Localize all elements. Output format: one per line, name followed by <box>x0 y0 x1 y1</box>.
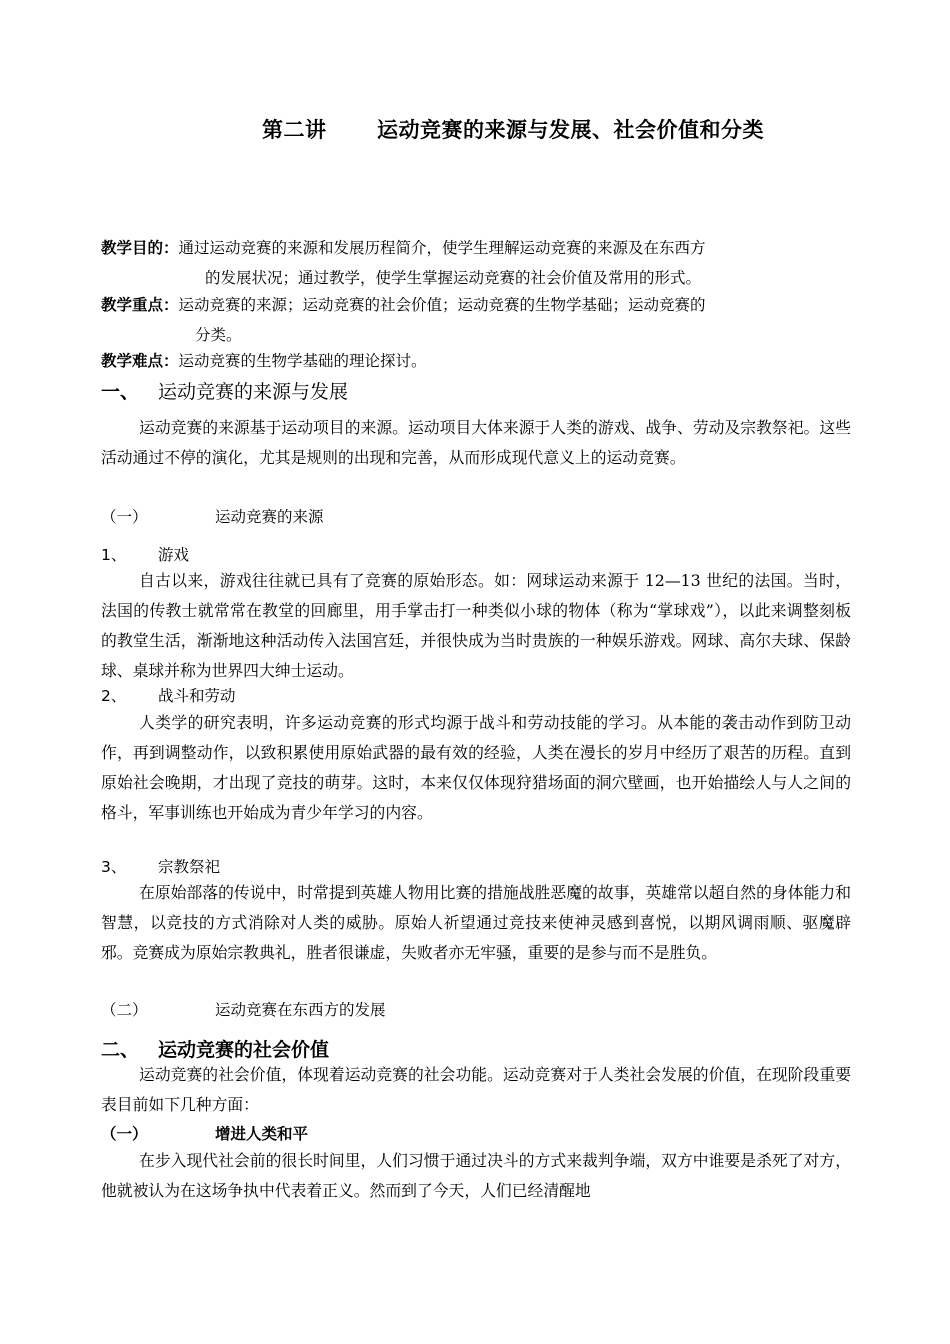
section-1-intro: 运动竞赛的来源基于运动项目的来源。运动项目大体来源于人类的游戏、战争、劳动及宗教祭祀。这些活动通过不停的演化，尤其是规则的出现和完善，从而形成现代意义上的运动竞赛。 <box>101 418 851 467</box>
item-3-text: 在原始部落的传说中，时常提到英雄人物用比赛的措施战胜恶魔的故事，英雄常以超自然的身体能力和智慧，以竞技的方式消除对人类的威胁。原始人祈望通过竞技来使神灵感到喜悦，以期风调雨顺、驱魔辟邪。竞赛成为原始宗教典礼，胜者很谦虚，失败者亦无牢骚，重要的是参与而不是胜负。 <box>101 883 851 962</box>
subsection-1-heading <box>101 505 324 527</box>
teaching-focus <box>101 290 861 350</box>
section-1-heading <box>101 377 349 404</box>
section-2-heading <box>101 1035 330 1062</box>
subsection-number: （二） <box>101 1001 148 1019</box>
teaching-objective <box>101 233 861 293</box>
focus-text: 运动竞赛的来源；运动竞赛的社会价值；运动竞赛的生物学基础；运动竞赛的 <box>178 296 706 314</box>
objective-label: 教学目的： <box>101 239 179 257</box>
item-title: 战斗和劳动 <box>158 687 236 705</box>
subsection-title: 增进人类和平 <box>215 1125 309 1143</box>
lecture-name: 运动竞赛的来源与发展、社会价值和分类 <box>377 118 764 142</box>
item-3-heading <box>101 855 221 877</box>
subsection-number: （一） <box>101 1125 148 1143</box>
item-1-heading <box>101 543 190 565</box>
item-number: 3、 <box>101 858 127 876</box>
subsection-title: 运动竞赛的来源 <box>215 508 324 526</box>
item-2-text: 人类学的研究表明，许多运动竞赛的形式均源于战斗和劳动技能的学习。从本能的袭击动作到防卫动作，再到调整动作，以致积累使用原始武器的最有效的经验，人类在漫长的岁月中经历了艰苦的历程。直到原始社会晚期，才出现了竞技的萌芽。这时，本来仅仅体现狩猎场面的洞穴壁画，也开始描绘人与人之间的格斗，军事训练也开始成为青少年学习的内容。 <box>101 713 851 822</box>
subsection-2-1-text: 在步入现代社会前的很长时间里，人们习惯于通过决斗的方式来裁判争端，双方中谁要是杀死了对方，他就被认为在这场争执中代表着正义。然而到了今天，人们已经清醒地 <box>101 1151 851 1200</box>
focus-text-cont: 分类。 <box>195 326 242 344</box>
lecture-number: 第二讲 <box>262 118 327 142</box>
section-title: 运动竞赛的来源与发展 <box>158 381 349 403</box>
section-title: 运动竞赛的社会价值 <box>158 1039 330 1061</box>
difficulty-label: 教学难点： <box>101 352 179 370</box>
item-number: 1、 <box>101 546 127 564</box>
item-number: 2、 <box>101 687 127 705</box>
item-title: 宗教祭祀 <box>158 858 221 876</box>
teaching-difficulty <box>101 346 861 376</box>
section-number: 二、 <box>101 1039 140 1061</box>
item-2-heading <box>101 684 236 706</box>
item-1-text: 自古以来，游戏往往就已具有了竞赛的原始形态。如：网球运动来源于 12—13 世纪的法国。当时，法国的传教士就常常在教堂的回廊里，用手掌击打一种类似小球的物体（称为“掌球戏”），以此来调整刻板的教堂生活，渐渐地这种活动传入法国宫廷，并很快成为当时贵族的一种娱乐游戏。网球、高尔夫球、保龄球、桌球并称为世界四大绅士运动。 <box>101 571 851 680</box>
objective-text: 通过运动竞赛的来源和发展历程简介，使学生理解运动竞赛的来源及在东西方 <box>178 239 706 257</box>
subsection-2-1-heading <box>101 1122 309 1144</box>
item-title: 游戏 <box>158 546 190 564</box>
section-number: 一、 <box>101 381 140 403</box>
difficulty-text: 运动竞赛的生物学基础的理论探讨。 <box>178 352 427 370</box>
objective-text-cont: 的发展状况；通过教学，使学生掌握运动竞赛的社会价值及常用的形式。 <box>205 269 702 287</box>
section-2-intro: 运动竞赛的社会价值，体现着运动竞赛的社会功能。运动竞赛对于人类社会发展的价值，在现阶段重要表目前如下几种方面： <box>101 1065 851 1114</box>
focus-label: 教学重点： <box>101 296 179 314</box>
subsection-title: 运动竞赛在东西方的发展 <box>215 1001 386 1019</box>
subsection-2-heading <box>101 998 386 1020</box>
subsection-number: （一） <box>101 508 148 526</box>
